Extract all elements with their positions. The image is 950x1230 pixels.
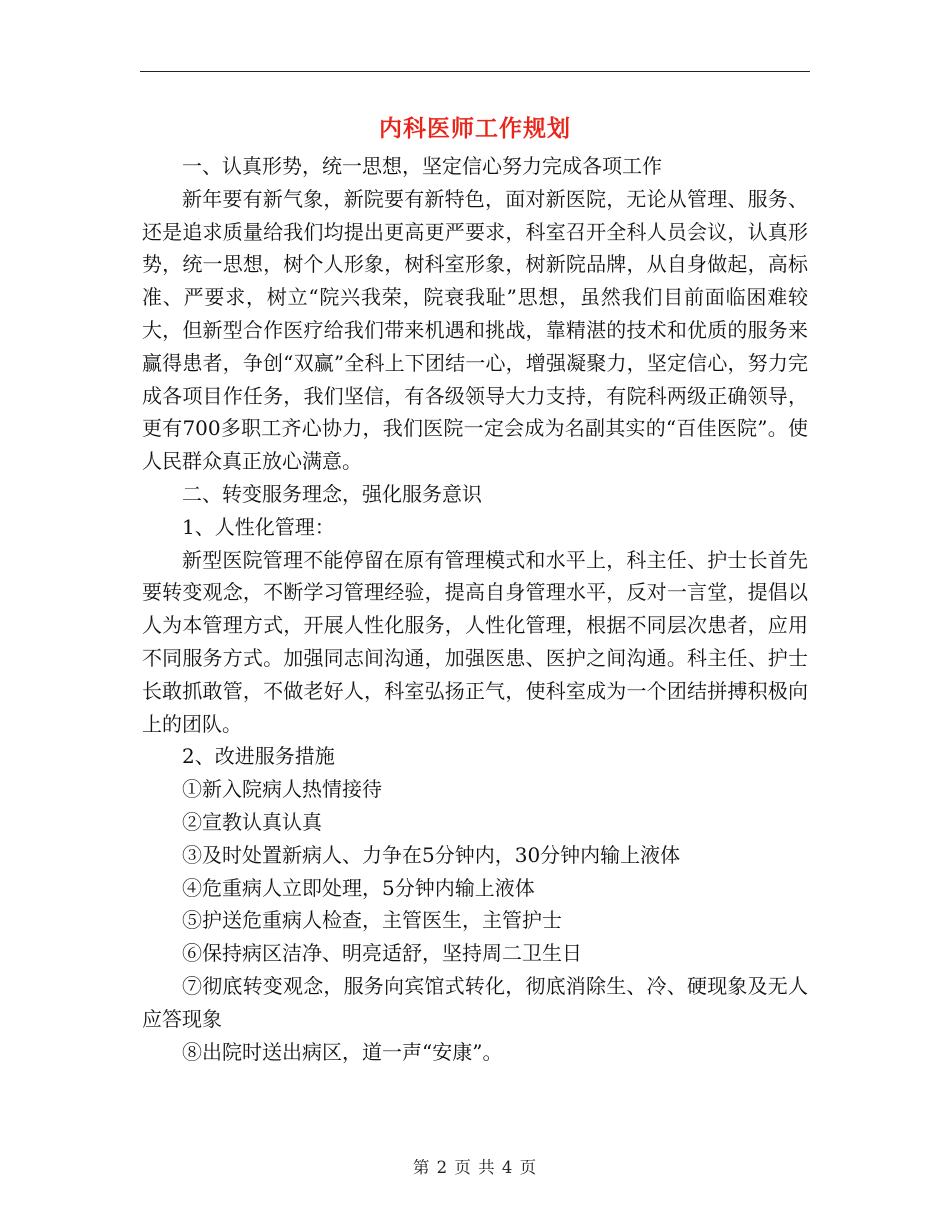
list-item: ③及时处置新病人、力争在5分钟内，30分钟内输上液体 bbox=[182, 842, 681, 867]
document-title: 内科医师工作规划 bbox=[379, 115, 571, 142]
list-item: ⑦彻底转变观念，服务向宾馆式转化，彻底消除生、冷、硬现象及无人应答现象 bbox=[142, 973, 808, 1031]
list-item: ④危重病人立即处理，5分钟内输上液体 bbox=[182, 875, 535, 900]
header-rule bbox=[140, 71, 810, 72]
body-paragraph-2: 新型医院管理不能停留在原有管理模式和水平上，科主任、护士长首先要转变观念，不断学习管理经验，提高自身管理水平，反对一言堂，提倡以人为本管理方式，开展人性化服务，人性化管理，根据不同层次患者，应用不同服务方式。加强同志间沟通，加强医患、医护之间沟通。科主任、护士长敢抓敢管，不做老好人，科室弘扬正气，使科室成为一个团结拼搏积极向上的团队。 bbox=[142, 547, 808, 736]
list-item: ②宣教认真认真 bbox=[182, 809, 322, 834]
list-item: ①新入院病人热情接待 bbox=[182, 777, 382, 802]
section-heading-1: 一、认真形势，统一思想，坚定信心努力完成各项工作 bbox=[182, 154, 662, 178]
body-paragraph-1: 新年要有新气象，新院要有新特色，面对新医院，无论从管理、服务、还是追求质量给我们均提出更高更严要求，科室召开全科人员会议，认真形势，统一思想，树个人形象，树科室形象，树新院品牌，从自身做起，高标准、严要求，树立“院兴我荣，院衰我耻”思想，虽然我们目前面临困难较大，但新型合作医疗给我们带来机遇和挑战，靠精湛的技术和优质的服务来赢得患者，争创“双赢”全科上下团结一心，增强凝聚力，坚定信心，努力完成各项目作任务，我们坚信，有各级领导大力支持，有院科两级正确领导，更有700多职工齐心协力，我们医院一定会成为名副其实的“百佳医院”。使人民群众真正放心满意。 bbox=[142, 186, 808, 474]
page-footer: 第 2 页 共 4 页 bbox=[412, 1158, 538, 1177]
section-heading-2: 二、转变服务理念，强化服务意识 bbox=[182, 481, 482, 506]
list-item: ⑤护送危重病人检查，主管医生，主管护士 bbox=[182, 908, 562, 933]
document-body bbox=[142, 150, 808, 1068]
subsection-heading-2: 2、改进服务措施 bbox=[182, 744, 335, 769]
subsection-heading-1: 1、人性化管理： bbox=[182, 514, 335, 539]
list-item: ⑧出院时送出病区，道一声“安康”。 bbox=[182, 1039, 503, 1064]
list-item: ⑥保持病区洁净、明亮适舒，坚持周二卫生日 bbox=[182, 941, 582, 966]
